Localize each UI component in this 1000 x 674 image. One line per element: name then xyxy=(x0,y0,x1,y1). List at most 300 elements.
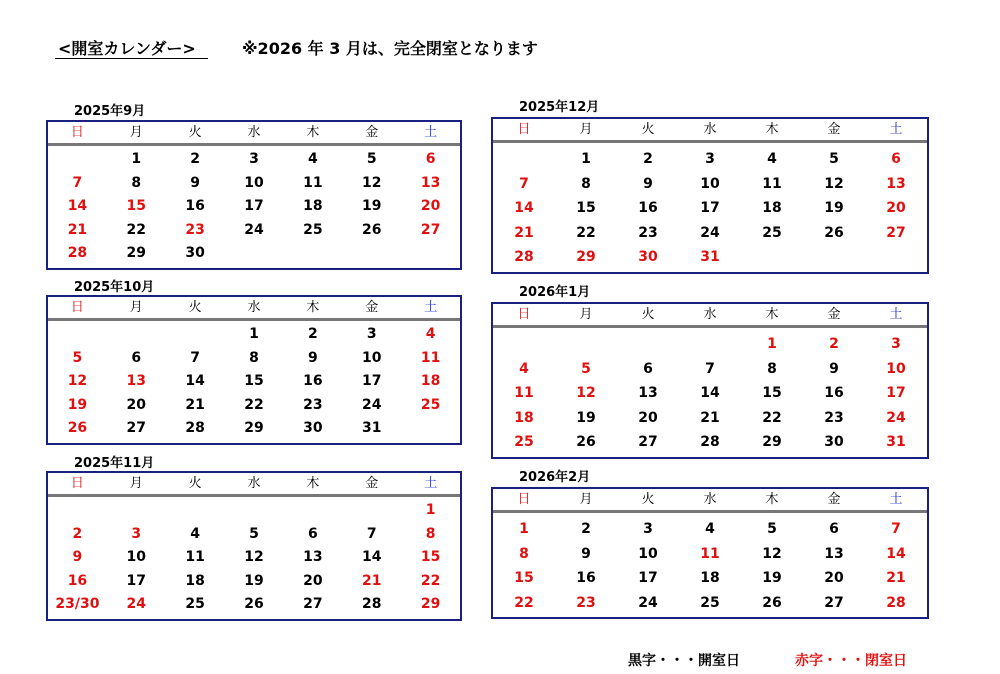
month-title: 2025年12月 xyxy=(519,100,600,115)
day-cell: 4 xyxy=(425,326,436,342)
day-cell xyxy=(283,499,342,523)
day-cell: 2 xyxy=(307,326,318,342)
weekday-label: 木 xyxy=(306,300,320,315)
day-cell: 20 xyxy=(886,200,906,216)
weekday-header xyxy=(493,489,927,513)
weekday-label: 土 xyxy=(889,122,903,137)
day-cell: 14 xyxy=(886,545,906,562)
day-cell: 29 xyxy=(762,434,782,450)
weekday-header xyxy=(48,473,460,497)
week-row xyxy=(48,219,460,243)
day-cell: 25 xyxy=(420,396,441,413)
day-cell: 1 xyxy=(131,151,142,167)
week-row xyxy=(493,245,927,270)
day-cell xyxy=(166,323,225,347)
day-cell: 7 xyxy=(72,174,83,191)
day-cell: 9 xyxy=(581,545,591,562)
day-cell: 9 xyxy=(190,174,201,191)
day-cell: 6 xyxy=(829,521,839,537)
day-cell: 19 xyxy=(244,572,264,589)
week-row xyxy=(48,370,460,394)
weekday-label: 火 xyxy=(641,307,655,322)
weekday-label: 土 xyxy=(889,492,903,507)
day-cell: 1 xyxy=(767,336,777,352)
day-cell: 18 xyxy=(303,198,323,214)
day-cell xyxy=(617,332,679,357)
day-cell: 18 xyxy=(420,373,441,389)
day-cell: 26 xyxy=(244,596,264,612)
week-row xyxy=(493,172,927,197)
weekday-label: 金 xyxy=(365,300,379,315)
day-cell: 31 xyxy=(700,249,720,265)
day-cell: 8 xyxy=(519,545,529,562)
day-cell: 12 xyxy=(361,174,382,191)
day-cell xyxy=(679,332,741,357)
day-cell: 3 xyxy=(249,151,259,167)
day-cell: 27 xyxy=(824,594,844,611)
day-cell: 22 xyxy=(244,396,264,413)
day-cell xyxy=(555,332,617,357)
day-cell xyxy=(225,499,284,523)
calendar-table xyxy=(46,295,462,445)
week-row xyxy=(48,195,460,219)
day-cell: 4 xyxy=(705,521,715,537)
weekday-label: 月 xyxy=(579,492,593,507)
weekday-label: 日 xyxy=(70,300,84,315)
day-cell: 17 xyxy=(244,198,264,214)
day-cell: 23 xyxy=(185,221,205,238)
day-cell: 23/30 xyxy=(55,596,100,612)
legend-open-days: 黒字・・・開室日 xyxy=(628,653,740,669)
week-row xyxy=(48,148,460,172)
week-row xyxy=(493,221,927,246)
day-cell: 31 xyxy=(886,434,906,450)
month-title: 2025年10月 xyxy=(74,280,155,295)
weekday-label: 日 xyxy=(70,125,84,140)
day-cell: 9 xyxy=(643,175,653,192)
day-cell xyxy=(107,323,166,347)
day-cell: 11 xyxy=(514,385,534,401)
day-cell: 1 xyxy=(519,521,529,537)
day-cell: 21 xyxy=(886,570,906,586)
weekday-label: 金 xyxy=(365,125,379,140)
day-cell: 23 xyxy=(303,396,323,413)
day-cell: 29 xyxy=(576,249,596,265)
day-cell: 10 xyxy=(638,545,658,562)
week-row xyxy=(48,570,460,594)
day-cell: 7 xyxy=(705,360,715,377)
day-cell: 6 xyxy=(891,151,901,167)
title-underline xyxy=(55,58,208,59)
day-cell: 6 xyxy=(425,151,436,167)
week-row xyxy=(48,417,460,441)
weekday-label: 水 xyxy=(247,125,261,140)
day-cell: 5 xyxy=(767,521,777,537)
day-cell: 6 xyxy=(643,360,653,377)
weeks xyxy=(48,148,460,266)
day-cell: 10 xyxy=(700,175,720,192)
day-cell: 21 xyxy=(67,221,88,238)
weekday-label: 月 xyxy=(579,122,593,137)
day-cell: 28 xyxy=(361,596,382,612)
day-cell: 5 xyxy=(829,151,839,167)
month-title: 2025年11月 xyxy=(74,456,155,471)
weekday-label: 日 xyxy=(517,122,531,137)
day-cell: 27 xyxy=(638,434,658,450)
weekday-label: 月 xyxy=(579,307,593,322)
day-cell: 10 xyxy=(361,349,382,366)
weekday-label: 月 xyxy=(129,476,143,491)
week-row xyxy=(493,591,927,616)
day-cell xyxy=(865,245,927,270)
day-cell: 17 xyxy=(126,572,147,589)
weekday-label: 木 xyxy=(306,125,320,140)
day-cell: 12 xyxy=(67,373,88,389)
day-cell: 15 xyxy=(576,200,596,216)
day-cell: 12 xyxy=(824,175,844,192)
month-title: 2026年1月 xyxy=(519,285,591,300)
weekday-label: 水 xyxy=(703,307,717,322)
week-row xyxy=(48,394,460,418)
legend-closed-days: 赤字・・・閉室日 xyxy=(795,653,907,669)
day-cell: 15 xyxy=(126,198,147,214)
weekday-label: 金 xyxy=(827,492,841,507)
day-cell: 1 xyxy=(425,502,436,518)
day-cell: 25 xyxy=(303,221,323,238)
day-cell: 22 xyxy=(762,409,782,426)
day-cell: 14 xyxy=(185,373,205,389)
week-row xyxy=(48,546,460,570)
day-cell: 8 xyxy=(767,360,777,377)
day-cell xyxy=(166,499,225,523)
weekday-label: 木 xyxy=(306,476,320,491)
weeks xyxy=(493,147,927,270)
day-cell: 12 xyxy=(762,545,782,562)
weekday-label: 日 xyxy=(70,476,84,491)
day-cell: 27 xyxy=(303,596,323,612)
day-cell: 13 xyxy=(126,373,147,389)
weekday-label: 木 xyxy=(765,307,779,322)
day-cell: 12 xyxy=(244,549,264,565)
day-cell: 8 xyxy=(131,174,142,191)
day-cell: 7 xyxy=(190,349,201,366)
calendar-table xyxy=(46,120,462,270)
day-cell: 4 xyxy=(767,151,777,167)
day-cell: 25 xyxy=(185,596,205,612)
day-cell: 24 xyxy=(700,224,720,241)
week-row xyxy=(493,196,927,221)
weekday-label: 火 xyxy=(641,492,655,507)
day-cell: 10 xyxy=(886,360,906,377)
day-cell: 8 xyxy=(249,349,259,366)
weekday-label: 金 xyxy=(827,307,841,322)
day-cell: 19 xyxy=(361,198,382,214)
week-row xyxy=(493,566,927,591)
calendar-table xyxy=(491,487,929,619)
day-cell: 16 xyxy=(824,385,844,401)
week-row xyxy=(493,542,927,567)
weekday-label: 火 xyxy=(641,122,655,137)
day-cell: 19 xyxy=(762,570,782,586)
day-cell: 4 xyxy=(519,360,529,377)
day-cell xyxy=(48,323,107,347)
day-cell: 5 xyxy=(72,349,83,366)
weekday-label: 土 xyxy=(889,307,903,322)
weekday-label: 金 xyxy=(827,122,841,137)
day-cell: 26 xyxy=(67,420,88,436)
day-cell: 26 xyxy=(576,434,596,450)
day-cell: 14 xyxy=(700,385,720,401)
weekday-label: 土 xyxy=(424,476,438,491)
day-cell: 16 xyxy=(185,198,205,214)
week-row xyxy=(48,523,460,547)
day-cell: 5 xyxy=(581,360,591,377)
day-cell: 3 xyxy=(643,521,653,537)
day-cell: 17 xyxy=(886,385,906,401)
day-cell: 30 xyxy=(824,434,844,450)
day-cell: 28 xyxy=(700,434,720,450)
day-cell: 30 xyxy=(303,420,323,436)
day-cell: 9 xyxy=(829,360,839,377)
day-cell: 7 xyxy=(366,525,377,542)
day-cell: 27 xyxy=(420,221,441,238)
day-cell: 11 xyxy=(420,349,441,366)
closure-notice: ※2026 年 3 月は、完全閉室となります xyxy=(242,39,538,58)
day-cell: 8 xyxy=(581,175,591,192)
weeks xyxy=(48,499,460,617)
day-cell: 21 xyxy=(514,224,534,241)
day-cell: 7 xyxy=(519,175,529,192)
day-cell: 24 xyxy=(126,596,147,612)
day-cell: 22 xyxy=(576,224,596,241)
day-cell: 24 xyxy=(638,594,658,611)
weekday-label: 日 xyxy=(517,492,531,507)
day-cell xyxy=(48,148,107,172)
weekday-label: 月 xyxy=(129,125,143,140)
weeks xyxy=(48,323,460,441)
day-cell: 2 xyxy=(829,336,839,352)
week-row xyxy=(48,499,460,523)
day-cell xyxy=(401,417,460,441)
day-cell: 30 xyxy=(185,245,205,261)
week-row xyxy=(493,332,927,357)
weekday-label: 土 xyxy=(424,125,438,140)
day-cell: 29 xyxy=(244,420,264,436)
day-cell: 2 xyxy=(190,151,201,167)
day-cell xyxy=(493,332,555,357)
weekday-header xyxy=(48,122,460,146)
weekday-header xyxy=(493,304,927,328)
day-cell: 15 xyxy=(244,373,264,389)
week-row xyxy=(48,172,460,196)
day-cell: 22 xyxy=(126,221,147,238)
weekday-label: 土 xyxy=(424,300,438,315)
day-cell: 13 xyxy=(420,174,441,191)
day-cell: 6 xyxy=(307,525,318,542)
day-cell: 11 xyxy=(303,174,323,191)
day-cell: 9 xyxy=(307,349,318,366)
calendar-table xyxy=(491,117,929,274)
day-cell: 29 xyxy=(420,596,441,612)
day-cell xyxy=(342,242,401,266)
page-title: <開室カレンダー> xyxy=(58,39,196,58)
day-cell: 1 xyxy=(249,326,259,342)
day-cell: 21 xyxy=(700,409,720,426)
month-title: 2026年2月 xyxy=(519,470,591,485)
day-cell: 15 xyxy=(420,549,441,565)
day-cell: 3 xyxy=(366,326,377,342)
week-row xyxy=(493,357,927,382)
weekday-label: 水 xyxy=(703,492,717,507)
week-row xyxy=(493,517,927,542)
day-cell: 28 xyxy=(185,420,205,436)
week-row xyxy=(48,323,460,347)
day-cell: 20 xyxy=(824,570,844,586)
day-cell: 20 xyxy=(420,198,441,214)
month-title: 2025年9月 xyxy=(74,104,146,119)
day-cell: 2 xyxy=(581,521,591,537)
week-row xyxy=(493,147,927,172)
day-cell: 1 xyxy=(581,151,591,167)
day-cell: 13 xyxy=(824,545,844,562)
weekday-label: 水 xyxy=(703,122,717,137)
day-cell: 27 xyxy=(886,224,906,241)
day-cell: 4 xyxy=(190,525,201,542)
day-cell: 25 xyxy=(762,224,782,241)
day-cell: 3 xyxy=(891,336,901,352)
day-cell: 24 xyxy=(361,396,382,413)
day-cell: 18 xyxy=(514,409,534,426)
weeks xyxy=(493,332,927,455)
day-cell: 30 xyxy=(638,249,658,265)
day-cell xyxy=(107,499,166,523)
day-cell: 21 xyxy=(361,572,382,589)
week-row xyxy=(493,381,927,406)
day-cell: 2 xyxy=(72,525,83,542)
week-row xyxy=(48,593,460,617)
weekday-header xyxy=(493,119,927,143)
day-cell: 26 xyxy=(824,224,844,241)
day-cell: 23 xyxy=(824,409,844,426)
day-cell: 2 xyxy=(643,151,653,167)
day-cell: 28 xyxy=(886,594,906,611)
day-cell: 12 xyxy=(576,385,596,401)
day-cell: 28 xyxy=(67,245,88,261)
day-cell: 3 xyxy=(705,151,715,167)
day-cell: 24 xyxy=(886,409,906,426)
day-cell: 3 xyxy=(131,525,142,542)
day-cell: 28 xyxy=(514,249,534,265)
day-cell: 14 xyxy=(361,549,382,565)
day-cell xyxy=(225,242,284,266)
weekday-label: 木 xyxy=(765,492,779,507)
day-cell: 10 xyxy=(244,174,264,191)
day-cell: 15 xyxy=(514,570,534,586)
day-cell xyxy=(342,499,401,523)
day-cell: 16 xyxy=(303,373,323,389)
day-cell: 22 xyxy=(514,594,534,611)
day-cell: 5 xyxy=(366,151,377,167)
weekday-header xyxy=(48,297,460,321)
day-cell: 29 xyxy=(126,245,147,261)
day-cell: 14 xyxy=(67,198,88,214)
day-cell: 21 xyxy=(185,396,205,413)
weekday-label: 火 xyxy=(188,300,202,315)
calendar-table xyxy=(46,471,462,621)
day-cell: 19 xyxy=(824,200,844,216)
day-cell: 16 xyxy=(576,570,596,586)
day-cell: 17 xyxy=(361,373,382,389)
day-cell: 26 xyxy=(361,221,382,238)
day-cell: 13 xyxy=(886,175,906,192)
day-cell: 16 xyxy=(638,200,658,216)
weekday-label: 水 xyxy=(247,476,261,491)
day-cell: 25 xyxy=(514,434,534,450)
weekday-label: 金 xyxy=(365,476,379,491)
day-cell: 14 xyxy=(514,200,534,216)
day-cell xyxy=(803,245,865,270)
day-cell: 17 xyxy=(700,200,720,216)
day-cell: 23 xyxy=(576,594,596,611)
weeks xyxy=(493,517,927,615)
week-row xyxy=(493,430,927,455)
day-cell: 19 xyxy=(576,409,596,426)
day-cell: 8 xyxy=(425,525,436,542)
day-cell: 20 xyxy=(638,409,658,426)
day-cell: 25 xyxy=(700,594,720,611)
day-cell: 17 xyxy=(638,570,658,586)
week-row xyxy=(48,347,460,371)
day-cell: 16 xyxy=(67,572,88,589)
day-cell: 19 xyxy=(67,396,88,413)
day-cell: 22 xyxy=(420,572,441,589)
day-cell: 11 xyxy=(700,545,720,562)
day-cell: 23 xyxy=(638,224,658,241)
day-cell: 13 xyxy=(303,549,323,565)
day-cell: 11 xyxy=(762,175,782,192)
weekday-label: 水 xyxy=(247,300,261,315)
day-cell: 9 xyxy=(72,549,83,565)
weekday-label: 木 xyxy=(765,122,779,137)
day-cell: 18 xyxy=(185,572,205,589)
weekday-label: 火 xyxy=(188,476,202,491)
day-cell: 20 xyxy=(126,396,147,413)
day-cell: 26 xyxy=(762,594,782,611)
day-cell: 4 xyxy=(307,151,318,167)
day-cell: 6 xyxy=(131,349,142,366)
day-cell: 20 xyxy=(303,572,323,589)
day-cell xyxy=(741,245,803,270)
day-cell xyxy=(401,242,460,266)
weekday-label: 月 xyxy=(129,300,143,315)
day-cell: 18 xyxy=(762,200,782,216)
day-cell: 27 xyxy=(126,420,147,436)
day-cell: 18 xyxy=(700,570,720,586)
calendar-table xyxy=(491,302,929,459)
day-cell: 11 xyxy=(185,549,205,565)
day-cell xyxy=(283,242,342,266)
day-cell: 10 xyxy=(126,549,147,565)
week-row xyxy=(493,406,927,431)
day-cell: 31 xyxy=(361,420,382,436)
day-cell: 5 xyxy=(249,525,259,542)
day-cell: 13 xyxy=(638,385,658,401)
week-row xyxy=(48,242,460,266)
day-cell: 15 xyxy=(762,385,782,401)
day-cell: 24 xyxy=(244,221,264,238)
weekday-label: 日 xyxy=(517,307,531,322)
day-cell xyxy=(48,499,107,523)
